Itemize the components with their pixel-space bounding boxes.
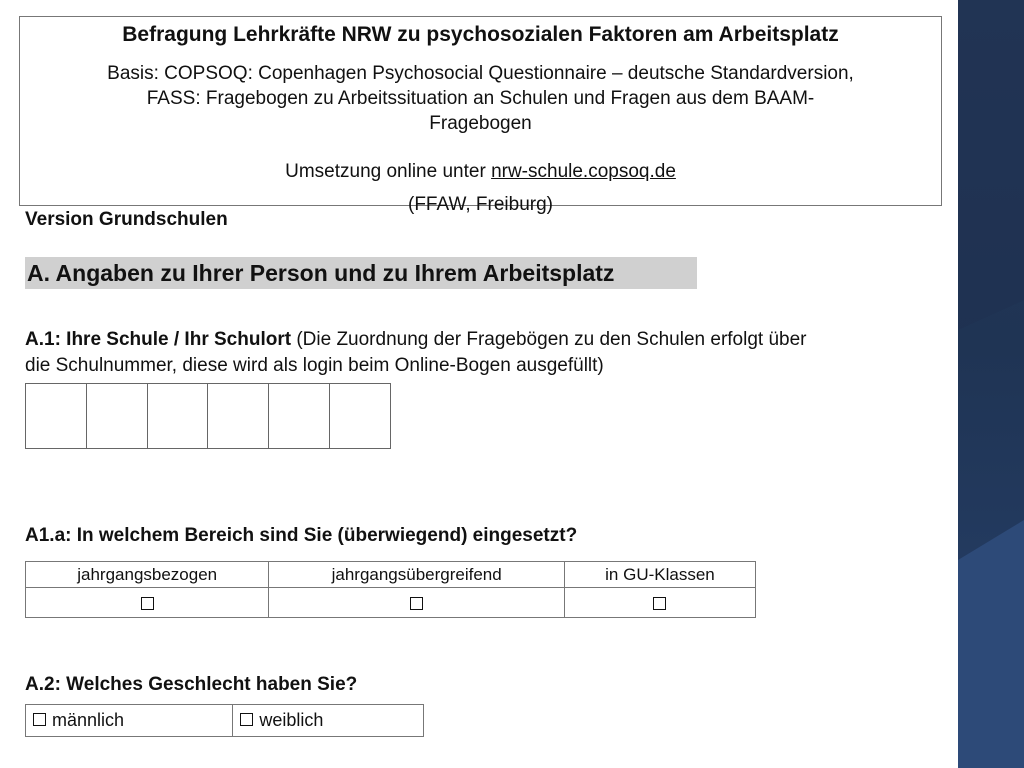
option-gu-klassen-label: in GU-Klassen bbox=[564, 562, 755, 588]
cell-gu-klassen bbox=[564, 588, 755, 618]
basis-line-3: Fragebogen bbox=[429, 113, 532, 134]
option-maennlich bbox=[26, 705, 233, 737]
school-code-cell[interactable] bbox=[87, 384, 148, 448]
cell-jahrgangsbezogen bbox=[26, 588, 269, 618]
question-a1 bbox=[25, 327, 955, 379]
checkbox-maennlich[interactable] bbox=[33, 713, 46, 726]
gender-options-row bbox=[26, 705, 424, 737]
cell-jahrgangsuebergreifend bbox=[269, 588, 565, 618]
version-label: Version Grundschulen bbox=[25, 209, 228, 230]
basis-description bbox=[30, 61, 931, 136]
basis-line-1: Basis: COPSOQ: Copenhagen Psychosocial Questionnaire – deutsche Standardversion, bbox=[107, 63, 854, 84]
question-a2-label: A.2: Welches Geschlecht haben Sie? bbox=[25, 674, 358, 695]
school-code-cell[interactable] bbox=[330, 384, 390, 448]
checkbox-jahrgangsbezogen[interactable] bbox=[141, 597, 154, 610]
question-a1a-label: A1.a: In welchem Bereich sind Sie (überwiegend) eingesetzt? bbox=[25, 525, 578, 546]
online-link[interactable]: nrw-schule.copsoq.de bbox=[491, 161, 676, 182]
checkbox-weiblich[interactable] bbox=[240, 713, 253, 726]
slide-side-panel bbox=[958, 0, 1024, 768]
question-a2-table bbox=[25, 704, 424, 737]
basis-line-2: FASS: Fragebogen zu Arbeitssituation an Schulen und Fragen aus dem BAAM- bbox=[146, 88, 815, 109]
question-a1-note-line-2: die Schulnummer, diese wird als login beim Online-Bogen ausgefüllt) bbox=[25, 355, 604, 376]
decorative-facet-shape bbox=[958, 0, 1024, 768]
table-header-row bbox=[26, 562, 756, 588]
school-code-cell[interactable] bbox=[148, 384, 209, 448]
checkbox-gu-klassen[interactable] bbox=[653, 597, 666, 610]
table-checkbox-row bbox=[26, 588, 756, 618]
question-a1-label: A.1: Ihre Schule / Ihr Schulort bbox=[25, 329, 292, 350]
school-code-cell[interactable] bbox=[208, 384, 269, 448]
online-info bbox=[20, 161, 941, 183]
title-box bbox=[19, 16, 942, 215]
checkbox-jahrgangsuebergreifend[interactable] bbox=[410, 597, 423, 610]
option-maennlich-label: männlich bbox=[52, 710, 125, 730]
online-prefix: Umsetzung online unter bbox=[285, 161, 492, 182]
school-code-grid bbox=[25, 383, 391, 449]
option-weiblich bbox=[233, 705, 424, 737]
document-title: Befragung Lehrkräfte NRW zu psychosozialen Faktoren am Arbeitsplatz bbox=[122, 23, 839, 46]
question-a1a-table bbox=[25, 561, 756, 618]
section-a-heading: A. Angaben zu Ihrer Person und zu Ihrem Arbeitsplatz bbox=[25, 257, 697, 289]
option-weiblich-label: weiblich bbox=[259, 710, 324, 730]
school-code-cell[interactable] bbox=[269, 384, 330, 448]
question-a1-note-line-1: (Die Zuordnung der Fragebögen zu den Schulen erfolgt über bbox=[291, 329, 807, 350]
school-code-cell[interactable] bbox=[26, 384, 87, 448]
option-jahrgangsbezogen-label: jahrgangsbezogen bbox=[26, 562, 269, 588]
organization-label: (FFAW, Freiburg) bbox=[408, 194, 553, 215]
option-jahrgangsuebergreifend-label: jahrgangsübergreifend bbox=[269, 562, 565, 588]
